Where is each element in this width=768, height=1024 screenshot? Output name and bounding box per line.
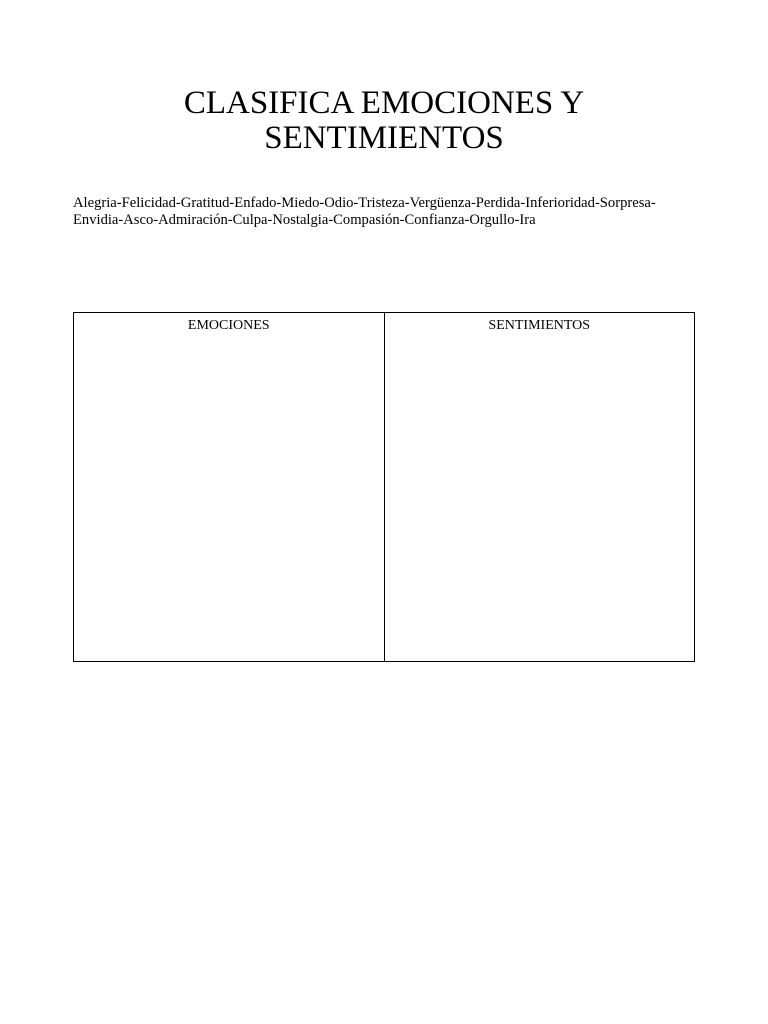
classification-table	[73, 312, 695, 662]
sentimientos-answer-area[interactable]	[385, 334, 695, 654]
table-row	[74, 313, 695, 662]
emociones-column[interactable]	[74, 313, 385, 662]
emociones-header: EMOCIONES	[187, 318, 270, 333]
emociones-answer-area[interactable]	[74, 334, 384, 654]
page-title	[0, 86, 768, 156]
title-line-2: SENTIMIENTOS	[264, 120, 504, 156]
word-list-line-1: Alegria-Felicidad-Gratitud-Enfado-Miedo-Odio-Tristeza-Vergüenza-Perdida-Inferioridad-Sorpresa-	[73, 195, 656, 211]
word-list-line-2: Envidia-Asco-Admiración-Culpa-Nostalgia-Compasión-Confianza-Orgullo-Ira	[73, 212, 536, 228]
sentimientos-column[interactable]	[384, 313, 695, 662]
title-line-1: CLASIFICA EMOCIONES Y	[183, 85, 585, 121]
sentimientos-header: SENTIMIENTOS	[488, 318, 591, 333]
word-list	[73, 195, 703, 229]
